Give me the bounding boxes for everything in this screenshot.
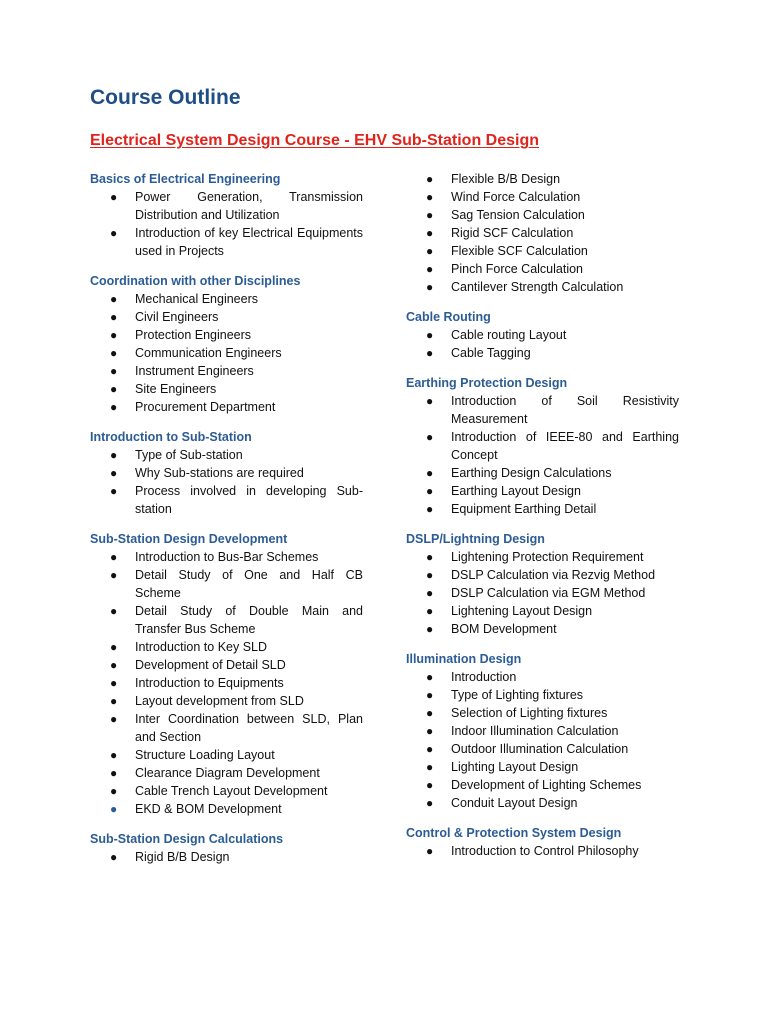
bullet-icon: ● <box>110 226 118 240</box>
bullet-list <box>90 188 363 260</box>
list-item <box>406 602 679 620</box>
list-item <box>90 464 363 482</box>
list-item <box>406 668 679 686</box>
section-dslp-lightning-design <box>406 530 679 638</box>
list-item <box>406 500 679 518</box>
bullet-icon: ● <box>426 502 434 516</box>
bullet-list <box>90 548 363 818</box>
list-item <box>406 686 679 704</box>
bullet-list <box>406 548 679 638</box>
list-item <box>406 170 679 188</box>
list-item-text: Introduction of key Electrical Equipments used in Projects <box>135 226 363 258</box>
list-item-text: Process involved in developing Sub-station <box>135 484 363 516</box>
bullet-icon: ● <box>426 568 434 582</box>
bullet-icon: ● <box>426 262 434 276</box>
bullet-icon: ● <box>110 310 118 324</box>
list-item-text: Procurement Department <box>135 400 276 414</box>
bullet-list <box>406 392 679 518</box>
list-item-text: Cantilever Strength Calculation <box>451 280 624 294</box>
bullet-icon: ● <box>426 328 434 342</box>
bullet-icon: ● <box>426 796 434 810</box>
section-control-protection-system-design <box>406 824 679 860</box>
list-item <box>90 398 363 416</box>
bullet-icon: ● <box>426 208 434 222</box>
list-item-text: Structure Loading Layout <box>135 748 275 762</box>
section-heading: Introduction to Sub-Station <box>90 430 252 444</box>
list-item-text: Flexible B/B Design <box>451 172 561 186</box>
list-item <box>406 722 679 740</box>
list-item-text: Introduction to Key SLD <box>135 640 268 654</box>
list-item-text: Earthing Design Calculations <box>451 466 612 480</box>
bullet-icon: ● <box>110 382 118 396</box>
section-continued <box>406 170 679 296</box>
bullet-icon: ● <box>110 604 118 618</box>
list-item-text: Introduction to Bus-Bar Schemes <box>135 550 319 564</box>
bullet-icon: ● <box>110 190 118 204</box>
list-item-text: Conduit Layout Design <box>451 796 578 810</box>
list-item <box>90 188 363 224</box>
bullet-icon: ● <box>110 640 118 654</box>
list-item-text: Development of Detail SLD <box>135 658 286 672</box>
bullet-icon: ● <box>426 190 434 204</box>
bullet-list <box>406 326 679 362</box>
section-sub-station-design-calculations <box>90 830 363 866</box>
bullet-list <box>90 446 363 518</box>
list-item <box>406 344 679 362</box>
list-item-text: Cable Tagging <box>451 346 531 360</box>
list-item <box>406 758 679 776</box>
list-item-text: Rigid B/B Design <box>135 850 230 864</box>
section-coordination-with-other-disciplines <box>90 272 363 416</box>
bullet-icon: ● <box>110 292 118 306</box>
list-item-text: Detail Study of Double Main and Transfer Bus Scheme <box>135 604 363 636</box>
bullet-icon: ● <box>426 244 434 258</box>
bullet-icon: ● <box>426 778 434 792</box>
list-item <box>406 566 679 584</box>
list-item <box>406 776 679 794</box>
section-heading: Cable Routing <box>406 310 491 324</box>
list-item <box>90 308 363 326</box>
bullet-icon: ● <box>110 658 118 672</box>
list-item-text: Type of Lighting fixtures <box>451 688 584 702</box>
list-item <box>90 482 363 518</box>
list-item-text: Equipment Earthing Detail <box>451 502 597 516</box>
list-item <box>90 674 363 692</box>
bullet-list <box>90 848 363 866</box>
list-item-text: Cable Trench Layout Development <box>135 784 328 798</box>
bullet-icon: ● <box>110 748 118 762</box>
bullet-icon: ● <box>110 802 118 816</box>
list-item-text: Sag Tension Calculation <box>451 208 585 222</box>
left-column <box>90 170 363 878</box>
list-item-text: Development of Lighting Schemes <box>451 778 642 792</box>
list-item-text: Layout development from SLD <box>135 694 304 708</box>
list-item-text: Outdoor Illumination Calculation <box>451 742 629 756</box>
list-item <box>406 464 679 482</box>
bullet-icon: ● <box>426 670 434 684</box>
section-heading: Illumination Design <box>406 652 522 666</box>
list-item-text: Lightening Layout Design <box>451 604 593 618</box>
list-item <box>90 602 363 638</box>
list-item-text: Protection Engineers <box>135 328 252 342</box>
bullet-icon: ● <box>426 724 434 738</box>
list-item-text: Type of Sub-station <box>135 448 243 462</box>
list-item <box>406 206 679 224</box>
list-item-text: Mechanical Engineers <box>135 292 258 306</box>
right-column <box>406 170 679 872</box>
list-item <box>406 260 679 278</box>
bullet-list <box>406 170 679 296</box>
list-item-text: Power Generation, Transmission Distribution and Utilization <box>135 190 363 222</box>
bullet-icon: ● <box>110 448 118 462</box>
list-item <box>406 740 679 758</box>
list-item-text: Introduction to Equipments <box>135 676 284 690</box>
bullet-icon: ● <box>426 484 434 498</box>
bullet-icon: ● <box>110 400 118 414</box>
list-item <box>406 704 679 722</box>
list-item-text: Civil Engineers <box>135 310 219 324</box>
list-item <box>406 278 679 296</box>
list-item <box>90 692 363 710</box>
bullet-icon: ● <box>426 226 434 240</box>
list-item <box>406 842 679 860</box>
bullet-icon: ● <box>110 466 118 480</box>
bullet-icon: ● <box>426 550 434 564</box>
section-heading: Coordination with other Disciplines <box>90 274 301 288</box>
list-item-text: Introduction <box>451 670 517 684</box>
section-introduction-to-sub-station <box>90 428 363 518</box>
list-item-text: Site Engineers <box>135 382 217 396</box>
list-item <box>90 548 363 566</box>
list-item <box>406 224 679 242</box>
bullet-icon: ● <box>426 706 434 720</box>
section-heading: Basics of Electrical Engineering <box>90 172 281 186</box>
list-item <box>90 566 363 602</box>
list-item <box>406 326 679 344</box>
course-subtitle: Electrical System Design Course - EHV Sub-Station Design <box>90 132 539 149</box>
section-heading: DSLP/Lightning Design <box>406 532 545 546</box>
bullet-list <box>90 290 363 416</box>
bullet-icon: ● <box>110 568 118 582</box>
section-illumination-design <box>406 650 679 812</box>
list-item <box>90 446 363 464</box>
bullet-icon: ● <box>110 346 118 360</box>
list-item-text: Cable routing Layout <box>451 328 567 342</box>
bullet-icon: ● <box>110 328 118 342</box>
bullet-icon: ● <box>426 466 434 480</box>
list-item <box>406 242 679 260</box>
list-item-text: Lightening Protection Requirement <box>451 550 644 564</box>
bullet-list <box>406 842 679 860</box>
list-item-text: Lighting Layout Design <box>451 760 579 774</box>
list-item-text: Introduction of Soil Resistivity Measurement <box>451 394 679 426</box>
list-item-text: Instrument Engineers <box>135 364 254 378</box>
bullet-list <box>406 668 679 812</box>
bullet-icon: ● <box>426 394 434 408</box>
bullet-icon: ● <box>426 280 434 294</box>
bullet-icon: ● <box>426 844 434 858</box>
section-heading: Sub-Station Design Calculations <box>90 832 284 846</box>
list-item <box>90 326 363 344</box>
list-item <box>406 482 679 500</box>
bullet-icon: ● <box>426 172 434 186</box>
list-item <box>90 848 363 866</box>
list-item <box>90 224 363 260</box>
list-item <box>406 548 679 566</box>
bullet-icon: ● <box>426 742 434 756</box>
list-item <box>406 392 679 428</box>
list-item-text: Selection of Lighting fixtures <box>451 706 608 720</box>
list-item-text: Wind Force Calculation <box>451 190 581 204</box>
list-item <box>90 362 363 380</box>
bullet-icon: ● <box>110 766 118 780</box>
list-item <box>406 188 679 206</box>
list-item-text: Why Sub-stations are required <box>135 466 304 480</box>
bullet-icon: ● <box>426 688 434 702</box>
bullet-icon: ● <box>426 346 434 360</box>
bullet-icon: ● <box>110 712 118 726</box>
list-item <box>90 800 363 818</box>
list-item-text: Flexible SCF Calculation <box>451 244 588 258</box>
list-item-text: Pinch Force Calculation <box>451 262 584 276</box>
list-item-text: BOM Development <box>451 622 557 636</box>
list-item-text: EKD & BOM Development <box>135 802 282 816</box>
bullet-icon: ● <box>110 364 118 378</box>
list-item <box>90 344 363 362</box>
bullet-icon: ● <box>426 622 434 636</box>
bullet-icon: ● <box>110 850 118 864</box>
bullet-icon: ● <box>110 676 118 690</box>
section-cable-routing <box>406 308 679 362</box>
list-item-text: Inter Coordination between SLD, Plan and Section <box>135 712 363 744</box>
list-item-text: Clearance Diagram Development <box>135 766 320 780</box>
list-item <box>406 428 679 464</box>
list-item-text: Indoor Illumination Calculation <box>451 724 619 738</box>
page-title: Course Outline <box>90 86 241 109</box>
section-heading: Sub-Station Design Development <box>90 532 288 546</box>
list-item <box>90 656 363 674</box>
bullet-icon: ● <box>110 484 118 498</box>
section-earthing-protection-design <box>406 374 679 518</box>
list-item-text: Introduction to Control Philosophy <box>451 844 639 858</box>
list-item <box>90 290 363 308</box>
section-sub-station-design-development <box>90 530 363 818</box>
list-item <box>90 782 363 800</box>
list-item-text: Earthing Layout Design <box>451 484 581 498</box>
list-item-text: DSLP Calculation via Rezvig Method <box>451 568 656 582</box>
bullet-icon: ● <box>426 604 434 618</box>
bullet-icon: ● <box>426 760 434 774</box>
list-item <box>90 638 363 656</box>
list-item-text: Rigid SCF Calculation <box>451 226 574 240</box>
list-item <box>406 584 679 602</box>
list-item-text: Communication Engineers <box>135 346 282 360</box>
bullet-icon: ● <box>110 694 118 708</box>
section-heading: Earthing Protection Design <box>406 376 568 390</box>
list-item <box>90 746 363 764</box>
bullet-icon: ● <box>426 430 434 444</box>
list-item-text: DSLP Calculation via EGM Method <box>451 586 646 600</box>
list-item <box>406 794 679 812</box>
bullet-icon: ● <box>426 586 434 600</box>
list-item <box>90 710 363 746</box>
list-item-text: Detail Study of One and Half CB Scheme <box>135 568 363 600</box>
bullet-icon: ● <box>110 550 118 564</box>
section-heading: Control & Protection System Design <box>406 826 622 840</box>
list-item <box>406 620 679 638</box>
bullet-icon: ● <box>110 784 118 798</box>
list-item <box>90 380 363 398</box>
list-item-text: Introduction of IEEE-80 and Earthing Concept <box>451 430 679 462</box>
section-basics-of-electrical-engineering <box>90 170 363 260</box>
list-item <box>90 764 363 782</box>
